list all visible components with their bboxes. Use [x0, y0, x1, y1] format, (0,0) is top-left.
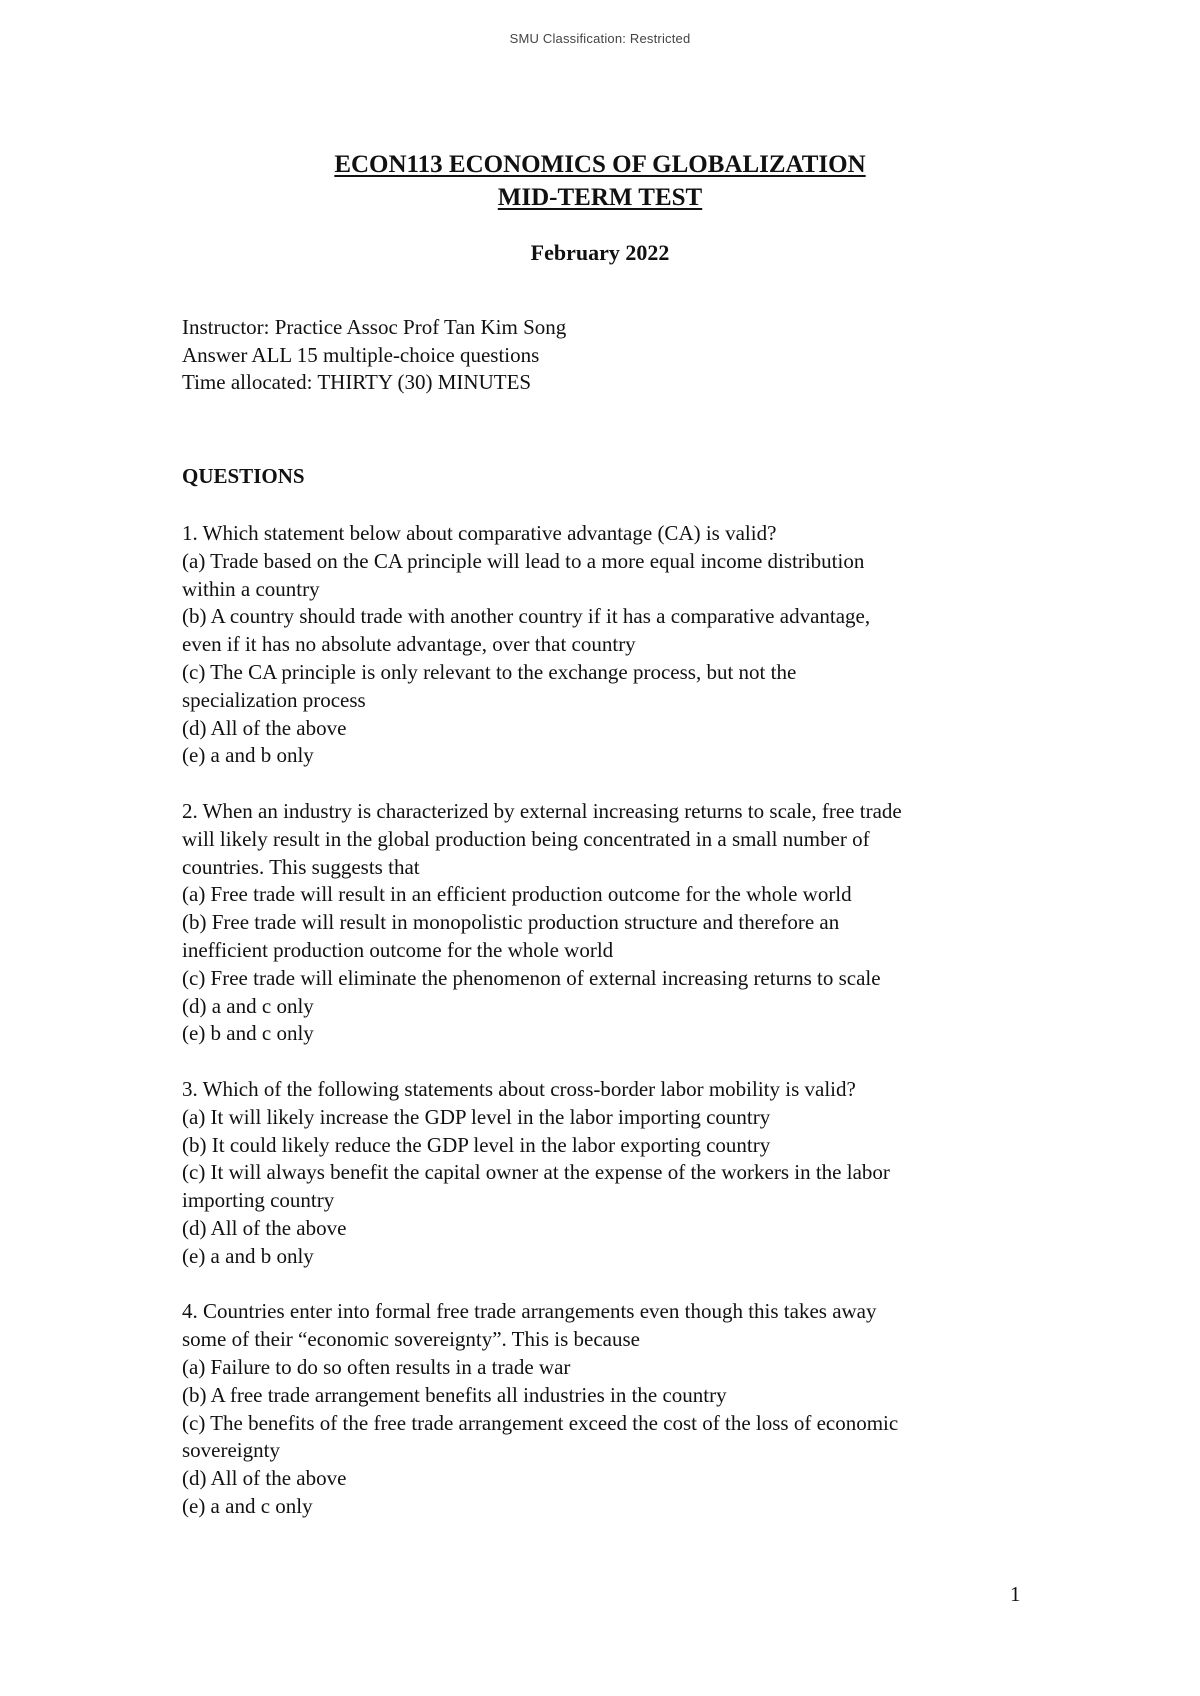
- title-test: MID-TERM TEST: [497, 184, 703, 211]
- answer-option-line: (c) The benefits of the free trade arrangement exceed the cost of the loss of economic: [182, 1410, 899, 1435]
- answer-option-line: (c) It will always benefit the capital owner at the expense of the workers in the labor: [182, 1160, 890, 1185]
- answer-option-line: (c) The CA principle is only relevant to the exchange process, but not the: [182, 659, 797, 684]
- document-title: [0, 148, 1200, 214]
- answer-option-line: (a) Failure to do so often results in a trade war: [182, 1354, 571, 1379]
- question-stem: 2. When an industry is characterized by external increasing returns to scale, free trade: [182, 798, 902, 823]
- answer-instruction: Answer ALL 15 multiple-choice questions: [182, 342, 540, 367]
- answer-option-line: (b) It could likely reduce the GDP level in the labor exporting country: [182, 1132, 771, 1157]
- question-stem: 1. Which statement below about comparative advantage (CA) is valid?: [182, 521, 777, 545]
- question-stem: some of their “economic sovereignty”. This is because: [182, 1327, 640, 1352]
- answer-option-line: (d) All of the above: [182, 715, 347, 740]
- answer-option-line: (b) Free trade will result in monopolistic production structure and therefore an: [182, 910, 840, 935]
- answer-option-line: (c) Free trade will eliminate the phenomenon of external increasing returns to scale: [182, 965, 881, 990]
- test-date: February 2022: [530, 240, 670, 265]
- answer-option-line: inefficient production outcome for the whole world: [182, 937, 614, 962]
- classification-label: SMU Classification: Restricted: [509, 31, 691, 46]
- question-stem: 3. Which of the following statements about cross-border labor mobility is valid?: [182, 1076, 856, 1101]
- answer-option-line: (e) a and b only: [182, 1243, 314, 1268]
- answer-option-line: (d) a and c only: [182, 993, 314, 1018]
- answer-option-line: (d) All of the above: [182, 1215, 347, 1240]
- answer-option-line: (e) b and c only: [182, 1021, 314, 1046]
- answer-option-line: (d) All of the above: [182, 1466, 347, 1491]
- answer-option-line: specialization process: [182, 687, 366, 712]
- answer-option-line: sovereignty: [182, 1438, 280, 1463]
- question-2: [182, 798, 1042, 1048]
- question-stem: will likely result in the global production being concentrated in a small number of: [182, 826, 870, 851]
- answer-option-line: (e) a and b only: [182, 743, 314, 768]
- question-3: [182, 1076, 1042, 1271]
- answer-option-line: (a) It will likely increase the GDP level in the labor importing country: [182, 1104, 771, 1129]
- instructor-line: Instructor: Practice Assoc Prof Tan Kim Song: [182, 315, 567, 339]
- answer-option-line: (e) a and c only: [182, 1493, 313, 1518]
- answer-option-line: (b) A country should trade with another country if it has a comparative advantage,: [182, 604, 871, 629]
- question-4: [182, 1298, 1042, 1520]
- answer-option-line: importing country: [182, 1188, 335, 1213]
- page-number: 1: [1010, 1582, 1021, 1606]
- answer-option-line: (b) A free trade arrangement benefits all industries in the country: [182, 1382, 727, 1407]
- test-info: [182, 314, 566, 397]
- title-course: ECON113 ECONOMICS OF GLOBALIZATION: [334, 151, 866, 178]
- answer-option-line: (a) Free trade will result in an efficient production outcome for the whole world: [182, 882, 852, 907]
- answer-option-line: even if it has no absolute advantage, over that country: [182, 632, 636, 657]
- answer-option-line: within a country: [182, 576, 320, 601]
- answer-option-line: (a) Trade based on the CA principle will lead to a more equal income distribution: [182, 548, 865, 573]
- question-1: [182, 520, 1042, 770]
- questions-list: [182, 520, 1042, 1548]
- questions-heading: QUESTIONS: [182, 464, 305, 488]
- question-stem: countries. This suggests that: [182, 854, 420, 879]
- time-allocated: Time allocated: THIRTY (30) MINUTES: [182, 370, 532, 394]
- question-stem: 4. Countries enter into formal free trade arrangements even though this takes away: [182, 1299, 877, 1324]
